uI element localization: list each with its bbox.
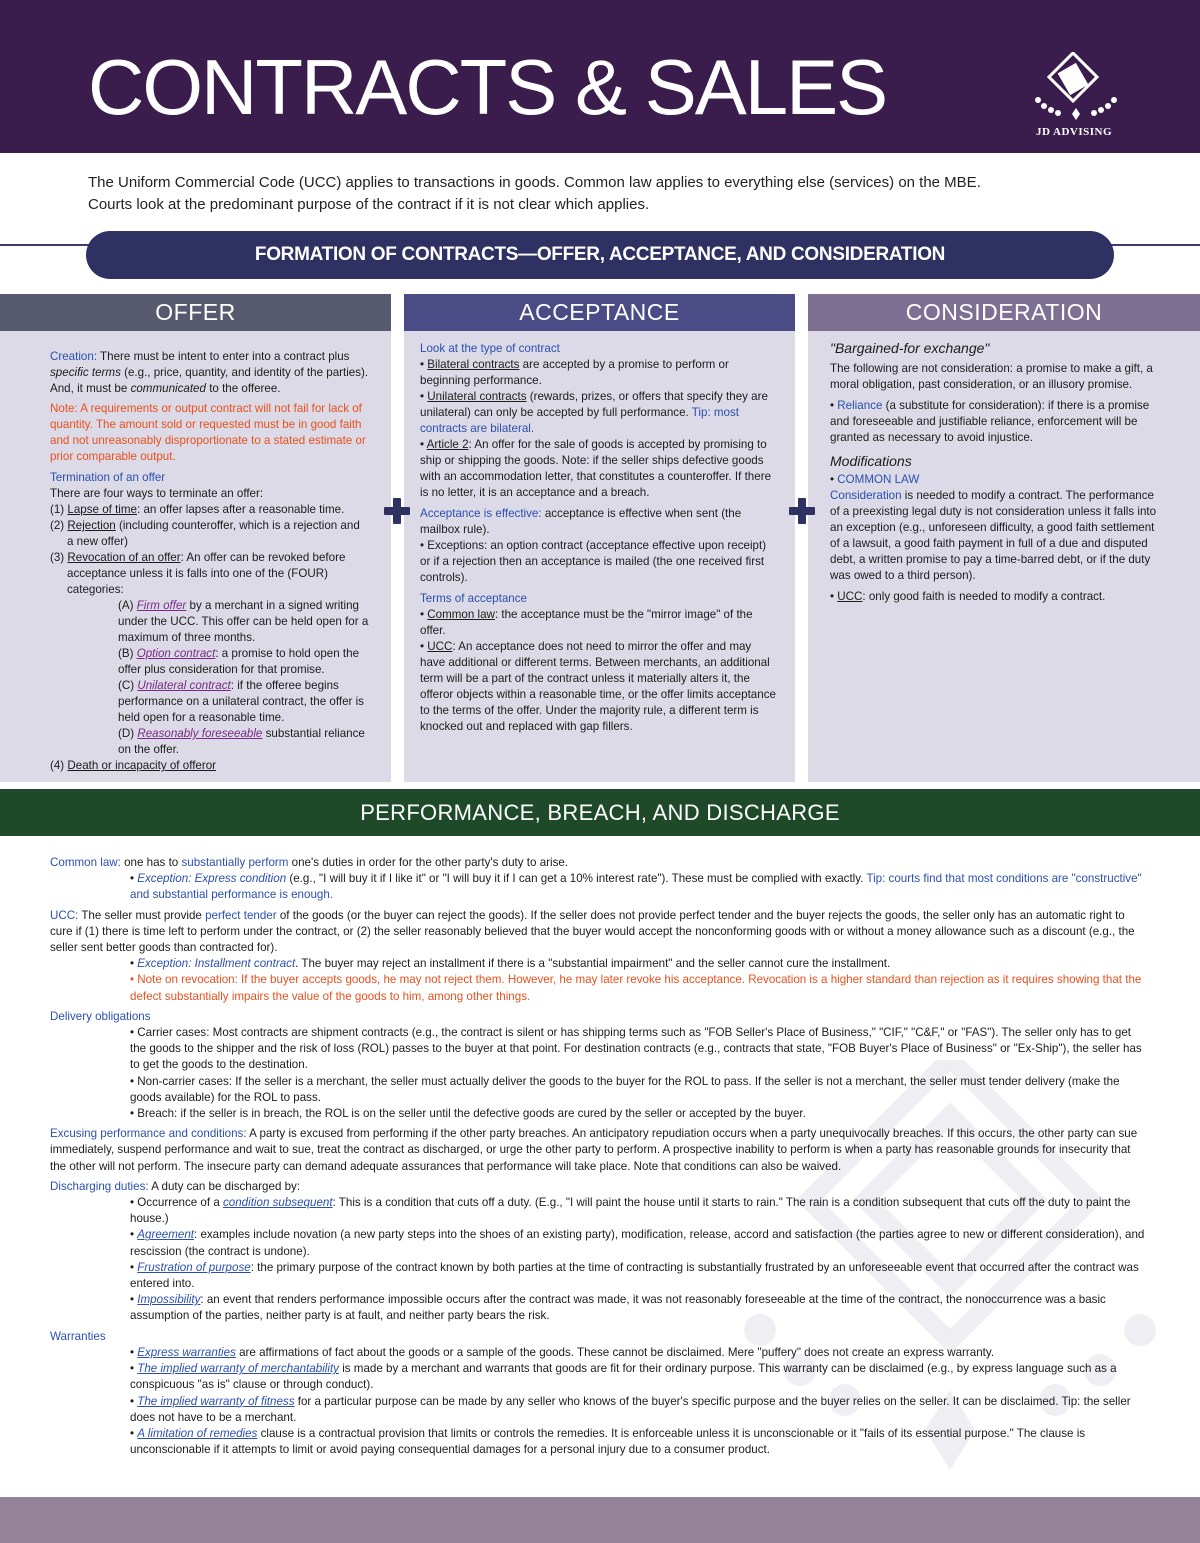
page-title: CONTRACTS & SALES [88,43,887,131]
performance-heading: PERFORMANCE, BREACH, AND DISCHARGE [0,789,1200,836]
plus-icon [384,498,410,524]
carrier-item: • Carrier cases: Most contracts are shipment contracts (e.g., the contract is silent or has shipping terms such as "FOB Seller's Place of Business," "CIF," "C&F," or "FAS"). The seller only has to get the goods to the shipper and the risk of loss (ROL) passes to the buyer at that point. For destination contracts (e.g., contracts that state, "FOB Buyer's Place of Business" or "Ex-Ship"), the seller has to get the goods to the destination. [130,1026,1142,1072]
breach-item: • Breach: if the seller is in breach, the ROL is on the seller until the defective goods are cured by the seller or accepted by the buyer. [130,1107,806,1121]
modifications-label: Modifications [830,453,912,469]
warranties-label: Warranties [50,1329,106,1343]
performance-section [50,855,1146,1458]
noncarrier-item: • Non-carrier cases: If the seller is a merchant, the seller must actually deliver the goods to the buyer for the ROL to pass. If the seller is not a merchant, the seller must tender delivery (make the goods available) for the ROL to pass. [130,1074,1120,1104]
ucc-paragraph: UCC: The seller must provide perfect tender of the goods (or the buyer can reject the goods). If the seller does not provide perfect tender and the buyer rejects the goods, the seller only has an automatic right to cure if (1) there is time left to perform under the contract, or (2) the seller reasonably believed that the buyer would accept the nonconforming goods with or without a money allowance such as a discount (e.g., the seller sent better goods than contracted for). [50,908,1135,955]
intro-line-2: Courts look at the predominant purpose of the contract if it is not clear which applies. [88,196,650,213]
category-c: (C) Unilateral contract: if the offeree begins performance on a unilateral contract, the offer is held open for a reasonable time. [118,679,364,724]
footer-bar [0,1497,1200,1543]
unilateral-item: • Unilateral contracts (rewards, prizes, or offers that specify they are unilateral) can only be accepted by full performance. Tip: most contracts are bilateral. [420,390,768,435]
offer-panel [0,331,391,782]
intro-text [88,172,1118,216]
acceptance-panel [404,331,795,782]
requirements-note: Note: A requirements or output contract will not fail for lack of quantity. The amount sold or requested must be in good faith and not unreasonably disproportionate to a stated estimate or prior comparable output. [50,402,366,463]
delivery-label: Delivery obligations [50,1009,151,1023]
merchantability-item: • The implied warranty of merchantability is made by a merchant and warrants that goods are fit for their ordinary purpose. This warranty can be disclaimed (e.g., by express language such as a conspicuous "as is" clause or through conduct). [130,1362,1117,1392]
terms-label: Terms of acceptance [420,592,527,605]
common-law-paragraph: Common law: one has to substantially perform one's duties in order for the other party's duty to arise. [50,856,569,869]
exceptions-item: • Exceptions: an option contract (acceptance effective upon receipt) or if a rejection then an acceptance is mailed (the one received first controls). [420,539,767,584]
reliance-item: • Reliance (a substitute for consideration): if there is a promise and foreseeable and justifiable reliance, enforcement will be granted as necessary to avoid injustice. [830,399,1150,444]
termination-intro: There are four ways to terminate an offer: [50,487,264,500]
article2-item: • Article 2: An offer for the sale of goods is accepted by promising to ship or shipping the goods. Note: if the seller ships defective goods with an accommodation letter, that constitutes a counteroffer. If there is no letter, it is an acceptance and a breach. [420,438,772,499]
termination-item-2: (2) Rejection (including counteroffer, which is a rejection and a new offer) [50,519,360,548]
installment-item: • Exception: Installment contract. The buyer may reject an installment if there is a "substantial impairment" and the seller cannot cure the installment. [130,957,891,971]
consideration-modify: Consideration is needed to modify a contract. The performance of a preexisting legal duty is not consideration unless it falls into an exception (e.g., unforeseen difficulty, a good faith settlement of a lawsuit, a good faith payment in full of a due and disputed debt, a written promise to pay a time-barred debt, or if the duty was owed to a third person). [830,489,1157,582]
fitness-item: • The implied warranty of fitness for a particular purpose can be made by any seller who knows of the buyer's specific purpose and the buyer relies on the seller. It can be disclaimed. Tip: the seller does not have to be a merchant. [130,1394,1131,1424]
category-a: (A) Firm offer by a merchant in a signed writing under the UCC. This offer can be held open for a maximum of three months. [118,599,369,644]
plus-icon [789,498,815,524]
consideration-panel [808,331,1200,782]
excusing-paragraph: Excusing performance and conditions: A party is excused from performing if the other party breaches. An anticipatory repudiation occurs when a party unequivocally breaches. If this occurs, the other party can sue immediately, suspend performance and wait to sue, treat the contract as discharged, or urge the other party to perform. A prospective inability to perform is when a party has reasonable grounds for insecurity that the other will not perform. The insecure party can demand adequate assurances that performance will take place. Note that conditions can also be waived. [50,1127,1138,1173]
ucc-item: • UCC: An acceptance does not need to mirror the offer and may have additional or different terms. Between merchants, an additional term will be a part of the contract unless it materially alters it, the offeror objects within a reasonable time, or the offer limits acceptance to the terms of the offer. Under the majority rule, a different term is knocked out and replaced with gap fillers. [420,640,776,733]
limitation-of-remedies-item: • A limitation of remedies clause is a contractual provision that limits or controls the remedies. It is enforceable unless it is unconscionable or it "fails of its essential purpose." The clause is unconscionable if it attempts to limit or avoid paying consequential damages for a personal injury due to a consumer product. [130,1426,1086,1457]
acceptance-heading: ACCEPTANCE [404,294,795,331]
offer-heading: OFFER [0,294,391,331]
ucc-modify-item: • UCC: only good faith is needed to modify a contract. [830,590,1106,603]
express-condition-item: • Exception: Express condition (e.g., "I will buy it if I like it" or "I will buy it if I can get a 10% interest rate"). These must be complied with exactly. Tip: courts find that most conditions are "constructive" and substantial performance is enough. [130,872,1142,902]
header-banner [0,0,1200,153]
effective-paragraph: Acceptance is effective: acceptance is effective when sent (the mailbox rule). [420,507,742,536]
termination-item-1: (1) Lapse of time: an offer lapses after a reasonable time. [50,503,345,516]
common-law-label: • COMMON LAW [830,473,920,486]
termination-label: Termination of an offer [50,471,166,484]
revocation-item: • Note on revocation: If the buyer accepts goods, he may not reject them. However, he may later revoke his acceptance. Revocation is a higher standard than rejection as it requires showing that the defect substantially impairs the value of the goods to him, among other things. [130,973,1142,1003]
frustration-item: • Frustration of purpose: the primary purpose of the contract known by both parties at the time of contracting is substantially frustrated by an unforeseeable event that occurred after the contract was entered into. [130,1260,1139,1291]
termination-item-4: (4) Death or incapacity of offeror [50,759,217,772]
contract-type-label: Look at the type of contract [420,342,560,355]
not-consideration: The following are not consideration: a promise to make a gift, a moral obligation, past consideration, or an illusory promise. [830,362,1153,391]
termination-item-3: (3) Revocation of an offer: An offer can be revoked before acceptance unless it is falls into one of the (FOUR) categories: [50,551,346,596]
logo-text: JD ADVISING [1035,126,1113,138]
agreement-item: • Agreement: examples include novation (a new party steps into the shoes of an existing party), modification, release, accord and satisfaction (the parties agree to new or different consideration), and rescission (the contract is undone). [130,1228,1145,1258]
formation-heading: FORMATION OF CONTRACTS—OFFER, ACCEPTANCE, AND CONSIDERATION [86,231,1114,279]
discharging-paragraph: Discharging duties: A duty can be discharged by: [50,1179,301,1193]
consideration-heading: CONSIDERATION [808,294,1200,331]
category-d: (D) Reasonably foreseeable substantial reliance on the offer. [118,727,365,756]
intro-line-1: The Uniform Commercial Code (UCC) applies to transactions in goods. Common law applies to everything else (services) on the MBE. [88,174,981,191]
common-law-item: • Common law: the acceptance must be the "mirror image" of the offer. [420,608,753,637]
condition-subsequent-item: • Occurrence of a condition subsequent: This is a condition that cuts off a duty. (E.g., "I will paint the house until it starts to rain." The rain is a condition subsequent that cuts off the duty to paint the house.) [130,1196,1131,1226]
bilateral-item: • Bilateral contracts are accepted by a promise to perform or beginning performance. [420,358,729,387]
creation-paragraph: Creation: There must be intent to enter into a contract plus specific terms (e.g., price, quantity, and identity of the parties). And, it must be communicated to the offeree. [50,350,369,395]
category-b: (B) Option contract: a promise to hold open the offer plus consideration for that promise. [118,647,360,676]
impossibility-item: • Impossibility: an event that renders performance impossible occurs after the contract was made, it was not reasonably foreseeable at the time of the contract, the nonoccurrence was a basic assumption of the parties, neither party is at fault, and neither party bears the risk. [130,1293,1106,1323]
bargained-for-exchange: "Bargained-for exchange" [830,340,990,356]
express-warranty-item: • Express warranties are affirmations of fact about the goods or a sample of the goods. These cannot be disclaimed. Mere "puffery" does not create an express warranty. [130,1345,995,1359]
